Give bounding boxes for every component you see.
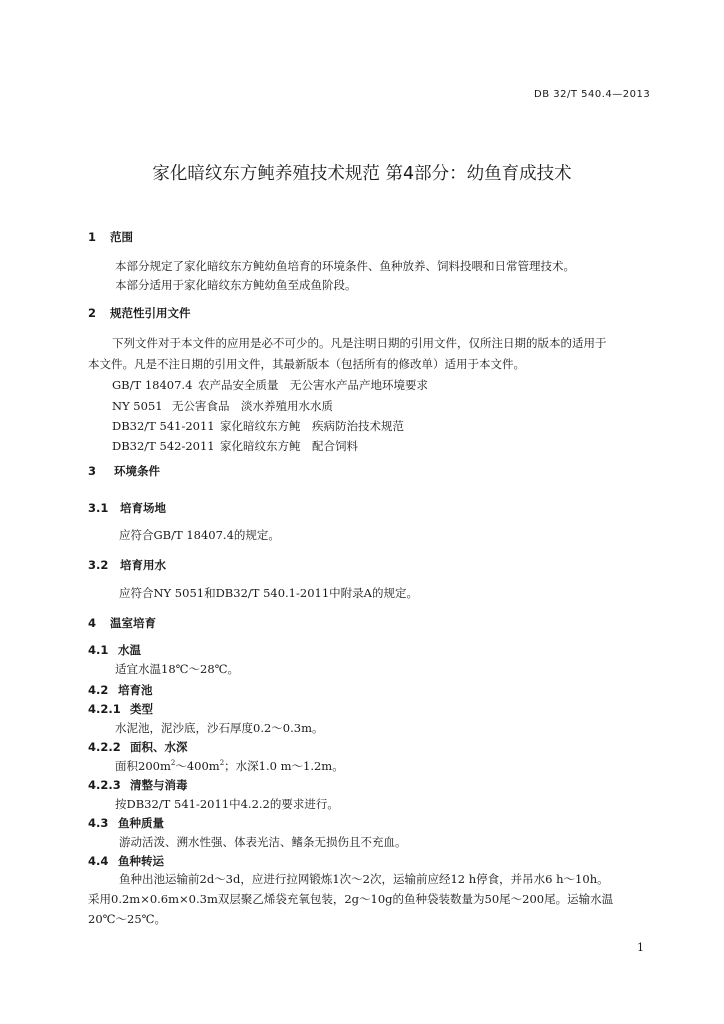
section-2-paragraph-line-1: 下列文件对于本文件的应用是必不可少的。凡是注明日期的引用文件，仅所注日期的版本的适用于 xyxy=(112,336,607,350)
reference-code: DB32/T 541-2011 xyxy=(112,419,215,433)
section-number: 1 xyxy=(88,230,97,244)
section-2-heading xyxy=(88,305,191,321)
subsection-4-2-3-text: 按DB32/T 541-2011中4.2.2的要求进行。 xyxy=(115,797,339,811)
subsection-title: 水温 xyxy=(118,643,141,657)
reference-code: DB32/T 542-2011 xyxy=(112,439,215,453)
subsection-number: 4.2.3 xyxy=(88,778,121,792)
subsection-number: 4.2.2 xyxy=(88,740,121,754)
section-number: 2 xyxy=(88,306,97,320)
section-1-paragraph-1: 本部分规定了家化暗纹东方鲀幼鱼培育的环境条件、鱼种放养、饲料投喂和日常管理技术。 xyxy=(115,259,575,273)
subsection-title: 类型 xyxy=(130,702,153,716)
section-3-heading xyxy=(88,463,160,479)
reference-title: 无公害食品 淡水养殖用水水质 xyxy=(172,399,333,413)
subsection-number: 4.4 xyxy=(88,854,109,868)
subsection-title: 鱼种质量 xyxy=(118,816,164,830)
subsection-title: 培育用水 xyxy=(120,558,166,572)
section-title: 温室培育 xyxy=(110,616,156,630)
document-title: 家化暗纹东方鲀养殖技术规范 第4部分：幼鱼育成技术 xyxy=(152,164,572,184)
superscript: 2 xyxy=(219,759,225,768)
subsection-title: 培育池 xyxy=(118,683,153,697)
subsection-3-1-heading xyxy=(88,500,166,516)
subsection-3-1-text: 应符合GB/T 18407.4的规定。 xyxy=(119,528,280,542)
reference-item xyxy=(112,377,428,393)
subsection-4-2-1-text: 水泥池，泥沙底，沙石厚度0.2～0.3m。 xyxy=(115,721,324,735)
section-number: 4 xyxy=(88,616,97,630)
reference-item xyxy=(112,418,404,434)
subsection-4-4-heading xyxy=(88,853,164,869)
subsection-title: 鱼种转运 xyxy=(118,854,164,868)
water-depth: ；水深1.0 m～1.2m。 xyxy=(224,759,344,773)
subsection-4-4-line-1: 鱼种出池运输前2d～3d，应进行拉网锻炼1次～2次，运输前应经12 h停食，并吊水6 h～10h。 xyxy=(119,872,609,886)
subsection-title: 清整与消毒 xyxy=(130,778,188,792)
subsection-4-4-line-2: 采用0.2m×0.6m×0.3m双层聚乙烯袋充氧包装，2g～10g的鱼种袋装数量为50尾～200尾。运输水温 xyxy=(88,892,614,906)
subsection-3-2-text: 应符合NY 5051和DB32/T 540.1-2011中附录A的规定。 xyxy=(119,586,418,600)
page-number: 1 xyxy=(637,941,644,954)
subsection-4-4-line-3: 20℃～25℃。 xyxy=(88,912,166,926)
section-title: 范围 xyxy=(110,230,133,244)
reference-item xyxy=(112,398,333,414)
subsection-4-2-2-heading xyxy=(88,739,188,755)
subsection-4-2-3-heading xyxy=(88,777,188,793)
reference-item xyxy=(112,438,358,454)
area-min: 面积200m xyxy=(115,759,171,773)
reference-title: 家化暗纹东方鲀 疾病防治技术规范 xyxy=(220,419,404,433)
subsection-number: 3.1 xyxy=(88,501,109,515)
area-max: ～400m xyxy=(175,759,220,773)
section-title: 规范性引用文件 xyxy=(110,306,191,320)
reference-title: 农产品安全质量 无公害水产品产地环境要求 xyxy=(198,378,428,392)
reference-code: GB/T 18407.4 xyxy=(112,378,193,392)
subsection-4-2-2-text xyxy=(115,758,344,774)
subsection-number: 4.3 xyxy=(88,816,109,830)
subsection-4-2-heading xyxy=(88,682,153,698)
subsection-number: 4.2 xyxy=(88,683,109,697)
reference-code: NY 5051 xyxy=(112,399,163,413)
section-number: 3 xyxy=(88,464,97,478)
subsection-4-1-text: 适宜水温18℃～28℃。 xyxy=(115,662,239,676)
subsection-title: 面积、水深 xyxy=(130,740,188,754)
subsection-number: 3.2 xyxy=(88,558,109,572)
subsection-4-1-heading xyxy=(88,642,141,658)
subsection-title: 培育场地 xyxy=(120,501,166,515)
subsection-3-2-heading xyxy=(88,557,166,573)
subsection-4-2-1-heading xyxy=(88,701,153,717)
subsection-4-3-text: 游动活泼、溯水性强、体表光洁、鳍条无损伤且不充血。 xyxy=(119,835,407,849)
section-1-heading xyxy=(88,229,133,245)
section-4-heading xyxy=(88,615,156,631)
standard-number: DB 32/T 540.4—2013 xyxy=(534,89,651,100)
section-1-paragraph-2: 本部分适用于家化暗纹东方鲀幼鱼至成鱼阶段。 xyxy=(115,278,357,292)
section-title: 环境条件 xyxy=(114,464,160,478)
reference-title: 家化暗纹东方鲀 配合饲料 xyxy=(220,439,358,453)
subsection-4-3-heading xyxy=(88,815,164,831)
section-2-paragraph-line-2: 本文件。凡是不注日期的引用文件，其最新版本（包括所有的修改单）适用于本文件。 xyxy=(88,357,525,371)
subsection-number: 4.2.1 xyxy=(88,702,121,716)
superscript: 2 xyxy=(170,759,176,768)
subsection-number: 4.1 xyxy=(88,643,109,657)
